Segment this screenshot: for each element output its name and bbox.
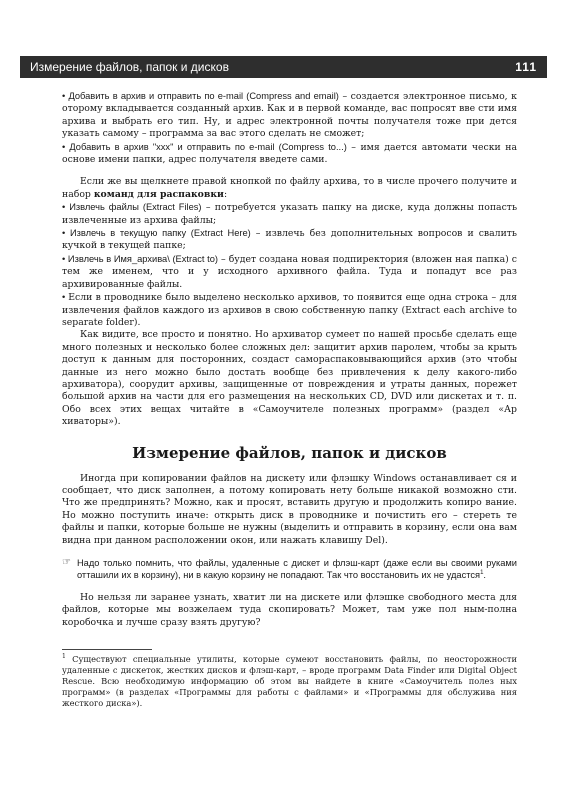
bullet-text: – потребуется указать папку на диске, куда должны попасть извлеченные из архива файлы; — [62, 202, 518, 226]
bullet-lead: Извлечь файлы (Extract Files) — [69, 202, 202, 213]
pointing-hand-icon: ☞ — [62, 557, 71, 568]
bullet-lead: Добавить в архив "ххх" и отправить по e-mail (Compress to...) — [69, 141, 347, 152]
copy-paragraph: Иногда при копировании файлов на дискету или флэшку Windows останавливает ся и сообщает, что диск заполнен, а потому копировать нету больше никакой возможно сти. Что же предпринять? Можно, как и просят, вставить другую и продолжить копиро вание. Но можно поступить иначе: открыть диск в проводнике и почистить его – стереть те файлы и папки, которые больше не нужны (выделить и отправить в корзину, если она вам видна при данном расположении окон, или нажать клавишу Del). — [62, 472, 517, 546]
bullet-item — [62, 253, 517, 291]
bullet-item — [62, 227, 517, 253]
bullet-lead: Извлечь в текущую папку (Extract Here) — [69, 228, 251, 239]
note-block — [62, 557, 517, 582]
bullet-item — [62, 141, 517, 167]
bullet-text: – извлечь без дополнительных вопросов и свалить кучкой в текущей папке; — [62, 228, 517, 252]
bullet-marker: • — [62, 292, 69, 303]
bullet-item — [62, 90, 517, 141]
footnote-mark: 1 — [62, 653, 66, 661]
bullet-lead: Извлечь в Имя_архива\ (Extract to) — [67, 253, 218, 264]
bullet-marker: • — [62, 253, 68, 264]
footnote-divider — [62, 649, 152, 650]
footnote-text: Существуют специальные утилиты, которые сумеют восстановить файлы, по неосторожности удаленные с дискеток, жестких дисков и флэш-карт, – вроде программ Data Finder или Digital Object Rescue. Всю необходимую информацию об этом вы найдете в книге «Самоучитель полез ных программ» (в разделах «Программы для работы с файлами» и «Программы для обслужива ния жесткого диска»). — [62, 654, 517, 709]
bullet-marker: • — [62, 141, 70, 152]
extract-intro-paragraph: Если же вы щелкнете правой кнопкой по файлу архива, то в числе прочего получите и набор команд для распаковки: — [62, 176, 517, 200]
bullet-marker: • — [62, 228, 70, 239]
bullet-text: – создается электронное письмо, к оторому вкладывается созданный архив. Как и в первой команде, вас попросят вве сти имя архива и выбрать его тип. Ну, и адрес электронной почты получателя тоже при дется указать самому – программа за вас этого сделать не сможет; — [62, 91, 517, 140]
question-paragraph: Но нельзя ли заранее узнать, хватит ли на дискете или флэшке свободного места для файлов, которые мы возжелаем туда скопировать? Может, там уже пол ным-полна коробочка и лучше сразу взять другую? — [62, 591, 517, 628]
note-text: Надо только помнить, что файлы, удаленные с дискет и флэш-карт (даже если вы своими руками отташили их в корзину), ни в какую корзину не попадают. Так что восстановить их не удастся$^1$. — [76, 558, 517, 581]
bold-term: команд для распаковки — [93, 188, 224, 200]
bullet-text: – имя дается автомати чески на основе имени папки, адрес получателя введете сами. — [62, 141, 517, 166]
bullet-text: Если в проводнике было выделено несколько архивов, то появится еще одна строка – для извлечения файлов каждого из архивов в свою собственную папку (Extract each archive to separate folder). — [62, 292, 517, 328]
page-body — [62, 90, 517, 709]
section-heading: Измерение файлов, папок и дисков — [132, 443, 447, 462]
running-title: Измерение файлов, папок и дисков — [30, 60, 229, 74]
bullet-marker: • — [62, 202, 70, 213]
bullet-lead: Добавить в архив и отправить по e-mail (Compress and email) — [68, 91, 339, 101]
archiver-paragraph: Как видите, все просто и понятно. Но архиватор сумеет по нашей просьбе сделать еще много полезных и несколько более сложных дел: защитит архив паролем, чтобы за крыть доступ к данным для посторонних, создаст самораспаковывающийся архив (это чтобы данные из него можно было достать вообще без привлечения к делу какого-либо архиватора), соорудит архивы, защищенные от повреждения и утраты данных, порежет большой архив на части для его размещения на нескольких CD, DVD или дискетах и т. п. Обо всех этих вещах читайте в «Самоучителе полезных программ» (раздел «Ар хиваторы»). — [62, 329, 517, 428]
running-header — [20, 56, 547, 78]
footnote-ref: 1 — [480, 570, 484, 577]
bullet-item — [62, 201, 517, 227]
bullet-text: – будет создана новая подпиректория (вложен ная папка) с тем же именем, что и у исходного архивного файла. Туда и попадут все раз архивированные файлы. — [62, 253, 517, 290]
page-number: 111 — [515, 60, 537, 74]
bullet-item — [62, 291, 517, 329]
bullet-marker: • — [62, 91, 69, 101]
footnote — [62, 654, 517, 709]
